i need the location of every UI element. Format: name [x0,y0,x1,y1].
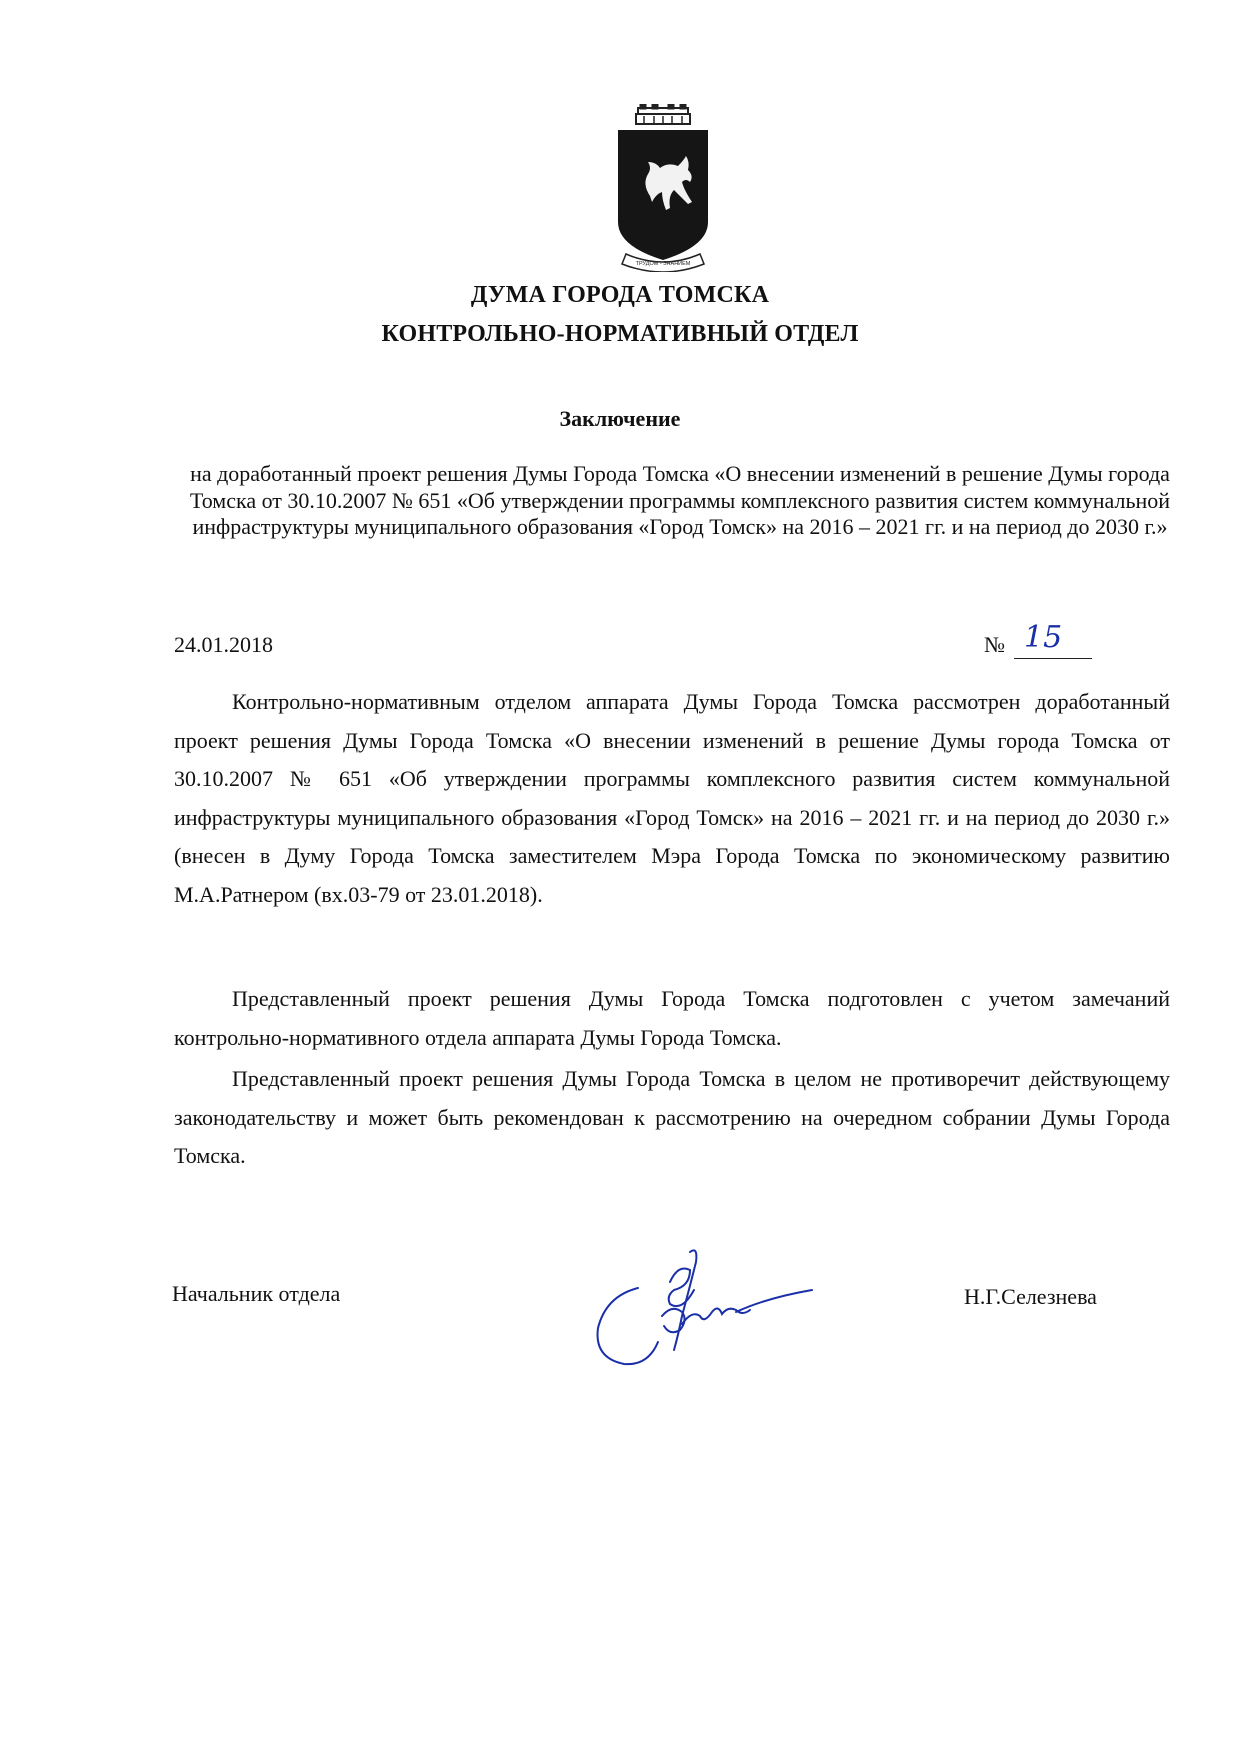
department-name: КОНТРОЛЬНО-НОРМАТИВНЫЙ ОТДЕЛ [381,321,859,347]
document-date: 24.01.2018 [174,632,273,657]
paragraph-conclusion [174,1060,1170,1176]
tomsk-coat-of-arms-icon [612,104,714,272]
paragraph-review [174,683,1170,914]
org-name: ДУМА ГОРОДА ТОМСКА [470,282,770,308]
document-subject: на доработанный проект решения Думы Города Томска «О внесении изменений в решение Думы города Томска от 30.10.2007 № 651 «Об утверждении программы комплексного развития систем коммунальной инфраструктуры муниципального образования «Город Томск» на 2016 – 2021 гг. и на период до 2030 г.» [189,461,1171,539]
number-underline [1014,658,1092,659]
number-label: № [984,632,1005,657]
number-value: 15 [1024,620,1063,655]
emblem-motto: ТРУДОМ - ЗНАНИЕМ [635,261,691,267]
document-number [984,620,1094,662]
paragraph-prepared [174,980,1170,1057]
paragraph-text: Представленный проект решения Думы Города Томска подготовлен с учетом замечаний контрольно-нормативного отдела аппарата Думы Города Томска. [174,986,1170,1050]
signer-name: Н.Г.Селезнева [964,1284,1097,1309]
handwritten-signature-icon [586,1246,816,1386]
document-title: Заключение [559,406,681,431]
signer-role: Начальник отдела [172,1281,341,1306]
paragraph-text: Контрольно-нормативным отделом аппарата Думы Города Томска рассмотрен доработанный проект решения Думы Города Томска «О внесении изменений в решение Думы города Томска от 30.10.2007 № 651 «Об утверждении программы комплексного развития систем коммунальной инфраструктуры муниципального образования «Город Томск» на 2016 – 2021 гг. и на период до 2030 г.» (внесен в Думу Города Томска заместителем Мэра Города Томска по экономическому развитию М.А.Ратнером (вх.03-79 от 23.01.2018). [174,689,1170,907]
paragraph-text: Представленный проект решения Думы Города Томска в целом не противоречит действующему законодательству и может быть рекомендован к рассмотрению на очередном собрании Думы Города Томска. [174,1066,1170,1168]
